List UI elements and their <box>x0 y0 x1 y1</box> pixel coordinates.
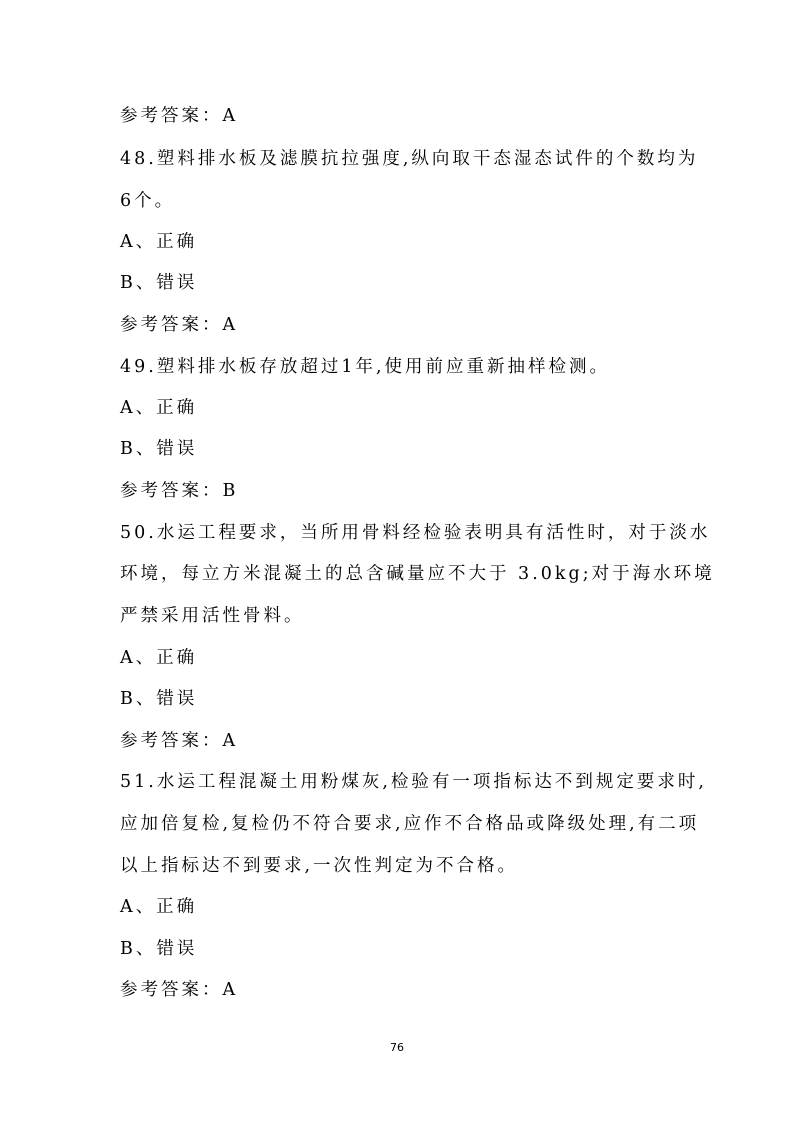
question-51-line-1: 51.水运工程混凝土用粉煤灰,检验有一项指标达不到规定要求时, <box>120 772 707 792</box>
question-51-line-3: 以上指标达不到要求,一次性判定为不合格。 <box>120 856 519 876</box>
answer-50: 参考答案：A <box>120 731 239 751</box>
question-50-line-2: 环境，每立方米混凝土的总含碱量应不大于 3.0kg;对于海水环境 <box>120 564 715 584</box>
question-50-line-3: 严禁采用活性骨料。 <box>120 606 305 626</box>
answer-51: 参考答案：A <box>120 980 239 1000</box>
question-48-line-2: 6个。 <box>120 191 176 211</box>
question-51-line-2: 应加倍复检,复检仍不符合要求,应作不合格品或降级处理,有二项 <box>120 814 700 834</box>
page-number: 76 <box>390 1041 404 1054</box>
answer-48: 参考答案：A <box>120 315 239 335</box>
answer-47: 参考答案：A <box>120 106 239 126</box>
answer-49: 参考答案：B <box>120 481 239 501</box>
option-b-49: B、错误 <box>120 439 198 459</box>
option-a-50: A、正确 <box>120 648 198 668</box>
option-b-50: B、错误 <box>120 689 198 709</box>
option-a-49: A、正确 <box>120 398 198 418</box>
question-49: 49.塑料排水板存放超过1年,使用前应重新抽样检测。 <box>120 357 611 377</box>
option-b-48: B、错误 <box>120 273 198 293</box>
question-50-line-1: 50.水运工程要求，当所用骨料经检验表明具有活性时，对于淡水 <box>120 523 711 543</box>
option-b-51: B、错误 <box>120 939 198 959</box>
question-48-line-1: 48.塑料排水板及滤膜抗拉强度,纵向取干态湿态试件的个数均为 <box>120 149 699 169</box>
option-a-48: A、正确 <box>120 232 198 252</box>
option-a-51: A、正确 <box>120 897 198 917</box>
